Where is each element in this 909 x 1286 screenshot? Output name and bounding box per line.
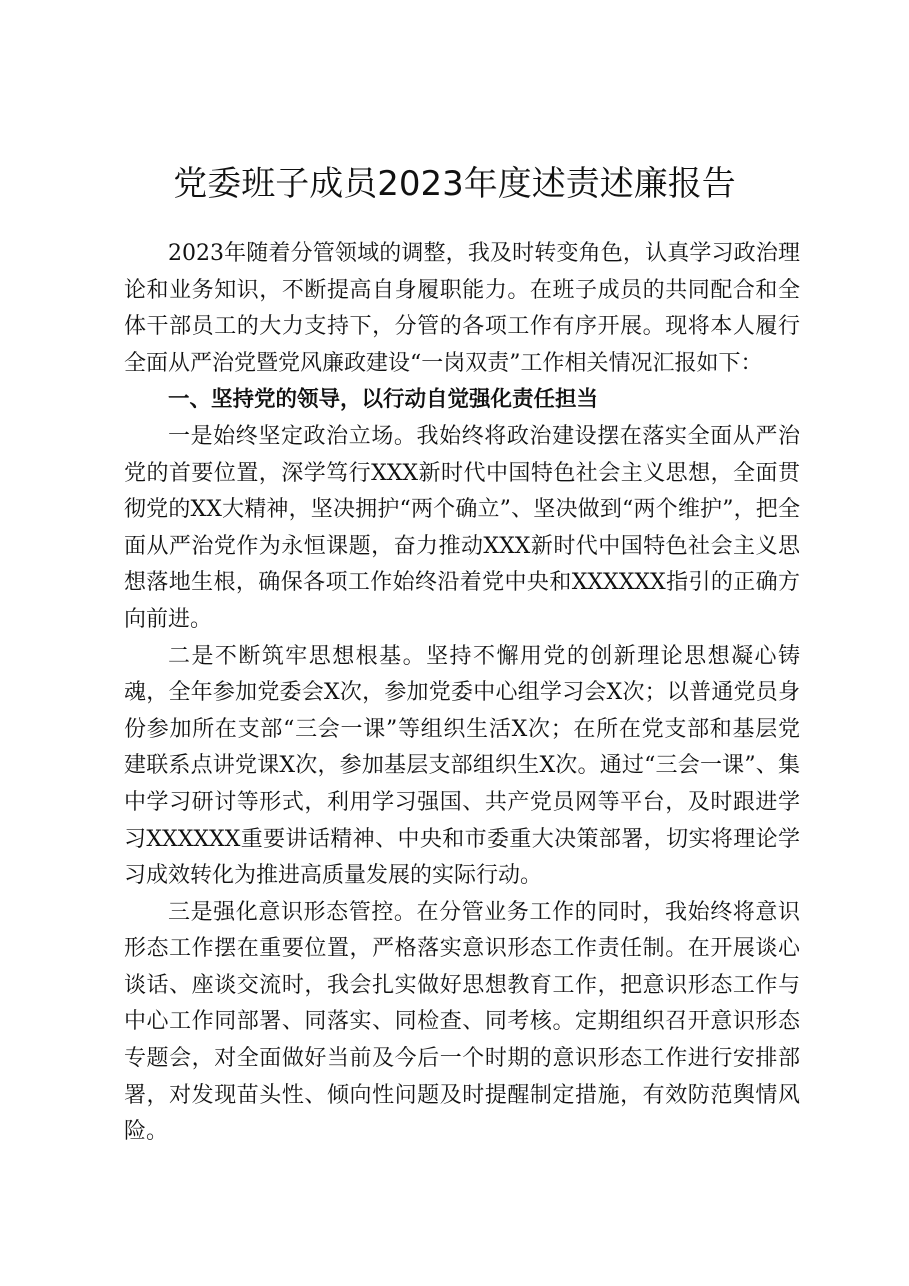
- intro-paragraph: 2023年随着分管领域的调整，我及时转变角色，认真学习政治理论和业务知识，不断提高自身履职能力。在班子成员的共同配合和全体干部员工的大力支持下，分管的各项工作有序开展。现将本人履行全面从严治党暨党风廉政建设“一岗双责”工作相关情况汇报如下：: [124, 241, 800, 376]
- paragraph-ideology-control: 三是强化意识形态管控。在分管业务工作的同时，我始终将意识形态工作摆在重要位置，严格落实意识形态工作责任制。在开展谈心谈话、座谈交流时，我会扎实做好思想教育工作，把意识形态工作与中心工作同部署、同落实、同检查、同考核。定期组织召开意识形态专题会，对全面做好当前及今后一个时期的意识形态工作进行安排部署，对发现苗头性、倾向性问题及时提醒制定措施，有效防范舆情风险。: [124, 899, 800, 1145]
- section-heading-1: 一、坚持党的领导，以行动自觉强化责任担当: [168, 387, 599, 413]
- paragraph-ideological-foundation: 二是不断筑牢思想根基。坚持不懈用党的创新理论思想凝心铸魂，全年参加党委会X次，参加党委中心组学习会X次；以普通党员身份参加所在支部“三会一课”等组织生活X次；在所在党支部和基层党建联系点讲党课X次，参加基层支部组织生X次。通过“三会一课”、集中学习研讨等形式，利用学习强国、共产党员网等平台，及时跟进学习XXXXXX重要讲话精神、中央和市委重大决策部署，切实将理论学习成效转化为推进高质量发展的实际行动。: [124, 643, 800, 889]
- paragraph-political-stance: 一是始终坚定政治立场。我始终将政治建设摆在落实全面从严治党的首要位置，深学笃行XXX新时代中国特色社会主义思想，全面贯彻党的XX大精神，坚决拥护“两个确立”、坚决做到“两个维护”，把全面从严治党作为永恒课题，奋力推动XXX新时代中国特色社会主义思想落地生根，确保各项工作始终沿着党中央和XXXXXX指引的正确方向前进。: [124, 423, 800, 632]
- document-body: [124, 236, 800, 1151]
- document-title: 党委班子成员2023年度述责述廉报告: [173, 164, 736, 204]
